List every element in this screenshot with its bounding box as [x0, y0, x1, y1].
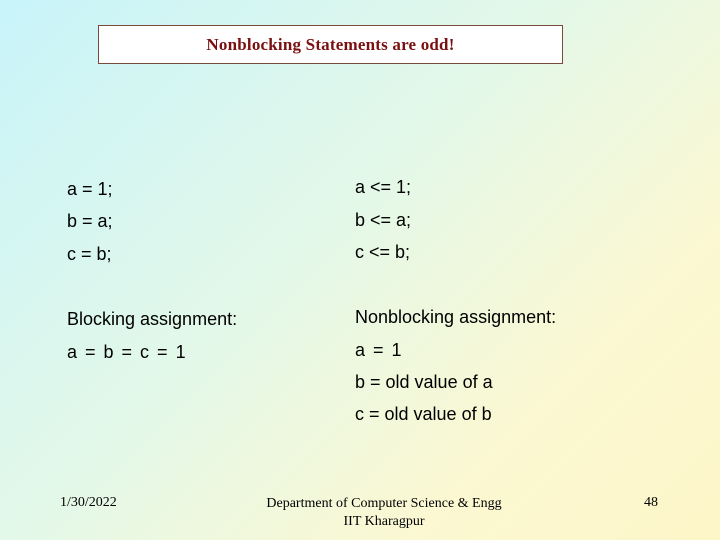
- footer-department: [234, 495, 534, 531]
- footer-date: 1/30/2022: [60, 495, 117, 510]
- nonblocking-code-line-3: c <= b;: [355, 242, 411, 262]
- blocking-code-line-1: a = 1;: [67, 179, 113, 199]
- slide-title-box: [98, 25, 563, 64]
- nonblocking-result-b: b = old value of a: [355, 372, 493, 392]
- nonblocking-code-line-1: a <= 1;: [355, 177, 412, 197]
- footer-page-number: 48: [644, 495, 658, 510]
- blocking-heading: Blocking assignment:: [67, 309, 238, 329]
- footer-department-line1: Department of Computer Science & Engg: [266, 496, 502, 511]
- slide-title: Nonblocking Statements are odd!: [206, 34, 455, 54]
- blocking-code-line-3: c = b;: [67, 244, 112, 264]
- nonblocking-code-line-2: b <= a;: [355, 210, 412, 230]
- nonblocking-heading: Nonblocking assignment:: [355, 307, 557, 327]
- blocking-result: a = b = c = 1: [67, 342, 186, 362]
- nonblocking-result-a: a = 1: [355, 340, 402, 360]
- blocking-code-line-2: b = a;: [67, 211, 113, 231]
- nonblocking-result-c: c = old value of b: [355, 404, 492, 424]
- footer-department-line2: IIT Kharagpur: [343, 514, 425, 529]
